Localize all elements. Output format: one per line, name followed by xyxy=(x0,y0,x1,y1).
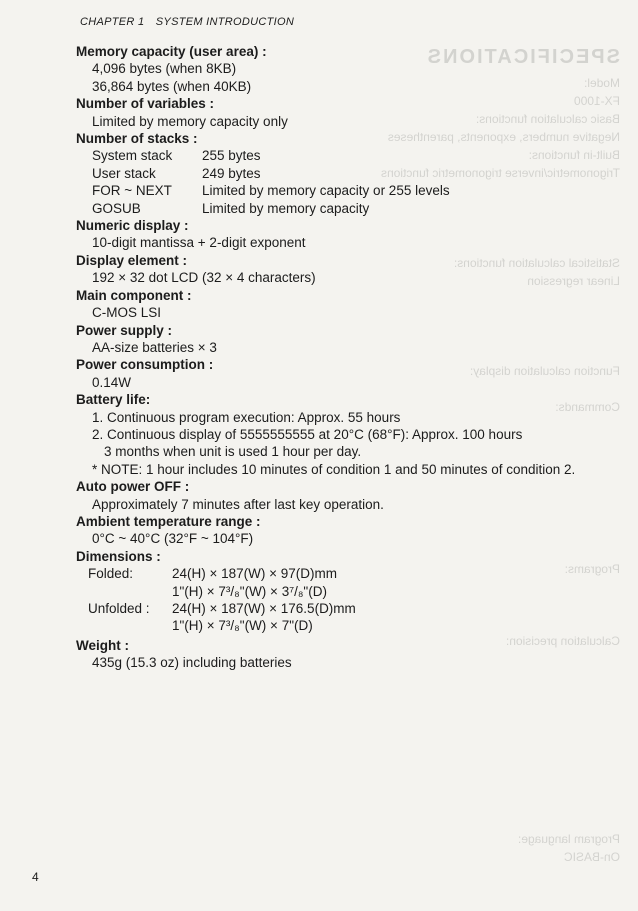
ghost-line: Basic calculation functions: xyxy=(475,112,620,126)
numeric-display-value: 10-digit mantissa + 2-digit exponent xyxy=(92,235,306,251)
power-supply-value: AA-size batteries × 3 xyxy=(92,339,217,355)
stack-value: Limited by memory capacity or 255 levels xyxy=(202,183,450,199)
power-consumption-value: 0.14W xyxy=(92,374,132,390)
battery-life-heading: Battery life: xyxy=(76,392,151,408)
battery-life-item-2-continued: 3 months when unit is used 1 hour per day. xyxy=(104,444,362,460)
ambient-temperature-value: 0°C ~ 40°C (32°F ~ 104°F) xyxy=(92,531,254,547)
ghost-line: Programs: xyxy=(564,562,620,576)
ghost-line: Linear regression xyxy=(527,274,620,288)
ghost-line: Calculation precision: xyxy=(505,634,620,648)
battery-life-item-1: 1. Continuous program execution: Approx. 55 hours xyxy=(92,409,401,425)
ghost-line: Model: xyxy=(583,76,620,90)
chapter-header xyxy=(80,16,302,28)
ghost-line: Program language: xyxy=(517,832,620,846)
dimensions-heading: Dimensions : xyxy=(76,548,161,564)
stacks-heading: Number of stacks : xyxy=(76,131,198,147)
power-supply-heading: Power supply : xyxy=(76,322,173,338)
ghost-line: FX-1000 xyxy=(573,94,620,108)
ghost-line: Negative numbers, exponents, parentheses xyxy=(387,130,620,144)
dimensions-folded-inch-row xyxy=(76,583,616,600)
memory-capacity-heading: Memory capacity (user area) : xyxy=(76,44,267,59)
dimensions-unfolded-inch-row xyxy=(76,617,616,634)
variables-heading: Number of variables : xyxy=(76,96,215,112)
ghost-title: SPECIFICATIONS xyxy=(425,46,620,68)
auto-power-off-value: Approximately 7 minutes after last key operation. xyxy=(92,496,384,512)
dimensions-unfolded-row xyxy=(76,600,616,617)
ghost-line: Trigonometric/inverse trigonometric functions xyxy=(381,166,620,180)
stack-value: Limited by memory capacity xyxy=(202,200,370,216)
chapter-title: SYSTEM INTRODUCTION xyxy=(155,16,295,28)
numeric-display-heading: Numeric display : xyxy=(76,218,189,234)
stack-row xyxy=(76,165,616,182)
ghost-line: Commands: xyxy=(555,400,620,414)
ghost-line: Statistical calculation functions: xyxy=(453,256,620,270)
ghost-line: On-BASIC xyxy=(563,850,620,864)
dimensions-folded-inches: 1"(H) × 7³/₈"(W) × 3⁷/₈"(D) xyxy=(172,583,327,599)
dimensions-folded-row xyxy=(76,565,616,582)
stack-row xyxy=(76,147,616,164)
battery-life-note: * NOTE: 1 hour includes 10 minutes of condition 1 and 50 minutes of condition 2. xyxy=(92,461,576,477)
variables-value: Limited by memory capacity only xyxy=(92,113,288,129)
chapter-number: CHAPTER 1 xyxy=(80,16,145,28)
stack-value: 249 bytes xyxy=(202,165,261,181)
ghost-line: Function calculation display: xyxy=(469,364,620,378)
ambient-temperature-heading: Ambient temperature range : xyxy=(76,513,261,529)
memory-capacity-value: 36,864 bytes (when 40KB) xyxy=(92,78,252,94)
stack-label: FOR ~ NEXT xyxy=(92,183,172,199)
main-component-value: C-MOS LSI xyxy=(92,305,162,321)
display-element-heading: Display element : xyxy=(76,252,188,268)
stack-row xyxy=(76,200,616,217)
stack-label: System stack xyxy=(92,148,173,164)
stack-row xyxy=(76,182,616,199)
memory-capacity-value: 4,096 bytes (when 8KB) xyxy=(92,61,237,77)
dimensions-unfolded-inches: 1"(H) × 7³/₈"(W) × 7"(D) xyxy=(172,618,313,634)
main-component-heading: Main component : xyxy=(76,287,192,303)
battery-life-item-2: 2. Continuous display of 5555555555 at 20°C (68°F): Approx. 100 hours xyxy=(92,426,523,442)
display-element-value: 192 × 32 dot LCD (32 × 4 characters) xyxy=(92,270,316,286)
ghost-line: Built-in functions: xyxy=(528,148,620,162)
stack-value: 255 bytes xyxy=(202,148,261,164)
dimensions-folded-label: Folded: xyxy=(88,566,134,582)
page-number: 4 xyxy=(32,870,39,884)
auto-power-off-heading: Auto power OFF : xyxy=(76,479,190,495)
specifications-list xyxy=(76,43,616,672)
stack-label: User stack xyxy=(92,165,156,181)
dimensions-unfolded-mm: 24(H) × 187(W) × 176.5(D)mm xyxy=(172,601,356,616)
weight-heading: Weight : xyxy=(76,637,129,653)
weight-value: 435g (15.3 oz) including batteries xyxy=(92,655,292,671)
dimensions-unfolded-label: Unfolded : xyxy=(88,601,150,616)
stack-label: GOSUB xyxy=(92,200,141,216)
power-consumption-heading: Power consumption : xyxy=(76,357,214,373)
dimensions-folded-mm: 24(H) × 187(W) × 97(D)mm xyxy=(172,566,338,582)
